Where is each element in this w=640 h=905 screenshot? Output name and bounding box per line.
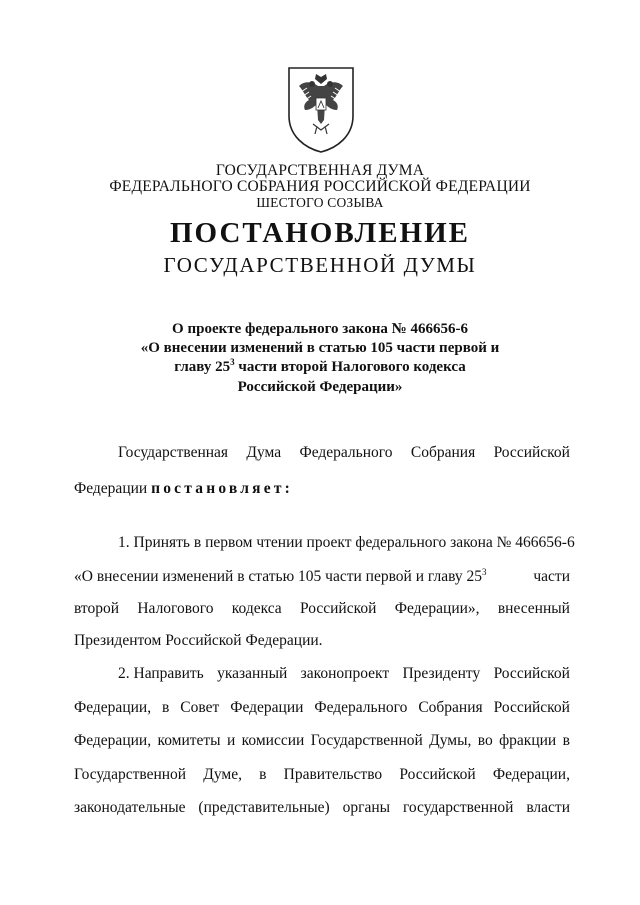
item2-line-4 <box>74 766 570 784</box>
preamble-federation: Федерации <box>74 480 148 497</box>
item2-word: органы <box>342 799 391 816</box>
item2-word: указанный <box>217 665 288 682</box>
item2-word: Государственной <box>74 766 187 783</box>
item2-word: Совет <box>180 699 220 716</box>
item2-word: Правительство <box>283 766 383 783</box>
item1-line-2-text <box>74 568 487 586</box>
bill-title-line-4: Российской Федерации» <box>237 379 403 395</box>
item2-word: в <box>162 699 170 716</box>
preamble-line-1 <box>118 444 570 462</box>
item2-word: Государственной <box>310 732 423 749</box>
item2-word: комитеты <box>157 732 221 749</box>
item1-line-2-main: «О внесении изменений в статью 105 части первой и главу 25 <box>74 568 482 585</box>
item2-word: в <box>259 766 267 783</box>
item2-word: Федерального <box>314 699 408 716</box>
preamble-word: Собрания <box>410 444 476 461</box>
item2-word: (представительные) <box>198 799 330 816</box>
document-subtitle: ГОСУДАРСТВЕННОЙ ДУМЫ <box>163 253 477 277</box>
bill-title-rest: части второй Налогового кодекса <box>234 359 466 375</box>
item2-word: в <box>562 732 570 749</box>
item2-word: законопроект <box>300 665 390 682</box>
item1-line-4: Президентом Российской Федерации. <box>74 632 323 649</box>
preamble-word: Федерального <box>299 444 393 461</box>
preamble-decides: постановляет: <box>151 480 293 497</box>
item2-word: законодательные <box>74 799 186 816</box>
document-title: ПОСТАНОВЛЕНИЕ <box>169 217 470 249</box>
item2-line-5 <box>74 799 570 817</box>
item1-line-3 <box>74 600 570 618</box>
item2-word: Российской <box>493 665 570 682</box>
item2-word: государственной <box>402 799 514 816</box>
preamble-line-2 <box>74 480 570 498</box>
item1-line-1: 1. Принять в первом чтении проект федерального закона № 466656-6 <box>118 534 575 551</box>
item1-word: второй <box>74 600 120 617</box>
item2-word: фракции <box>499 732 557 749</box>
item2-word: во <box>477 732 493 749</box>
bill-title-line-3 <box>0 359 640 376</box>
item2-word: Думы, <box>429 732 472 749</box>
preamble-word: Государственная <box>118 444 229 461</box>
item2-word: Президенту <box>402 665 481 682</box>
item1-word: Российской <box>300 600 377 617</box>
item2-line-3 <box>74 732 570 750</box>
bill-title-chapter-sup: 3 <box>230 357 235 367</box>
item2-word: Федерации, <box>74 732 152 749</box>
item1-line-2-end: части <box>533 568 570 585</box>
coat-of-arms-icon <box>285 64 357 154</box>
item2-word: Федерации, <box>74 699 152 716</box>
item1-line-2 <box>74 568 570 586</box>
item1-word: Федерации», <box>394 600 480 617</box>
item1-word: внесенный <box>497 600 570 617</box>
bill-title-chapter: главу 25 <box>174 359 231 375</box>
header-assembly: ФЕДЕРАЛЬНОГО СОБРАНИЯ РОССИЙСКОЙ ФЕДЕРАЦИИ <box>109 178 531 195</box>
header-organization: ГОСУДАРСТВЕННАЯ ДУМА <box>215 162 425 179</box>
item2-word: Российской <box>493 699 570 716</box>
preamble-word: Дума <box>246 444 282 461</box>
item1-word: Налогового <box>137 600 214 617</box>
item2-line-1 <box>118 665 570 683</box>
item2-word: комиссии <box>241 732 305 749</box>
item2-word: Собрания <box>418 699 483 716</box>
bill-title-line-1: О проекте федерального закона № 466656-6 <box>172 321 468 337</box>
item1-chapter-sup: 3 <box>482 566 487 577</box>
item2-word: и <box>226 732 236 749</box>
item1-word: кодекса <box>231 600 282 617</box>
item2-word: Думе, <box>203 766 242 783</box>
item2-line-2 <box>74 699 570 717</box>
item2-word: 2. Направить <box>118 665 204 682</box>
item2-word: Российской <box>399 766 476 783</box>
item2-word: Федерации <box>230 699 304 716</box>
item2-word: Федерации, <box>492 766 570 783</box>
item2-word: власти <box>526 799 570 816</box>
preamble-word: Российской <box>493 444 570 461</box>
header-convocation: ШЕСТОГО СОЗЫВА <box>256 195 384 210</box>
bill-title-line-2: «О внесении изменений в статью 105 части первой и <box>140 340 500 356</box>
